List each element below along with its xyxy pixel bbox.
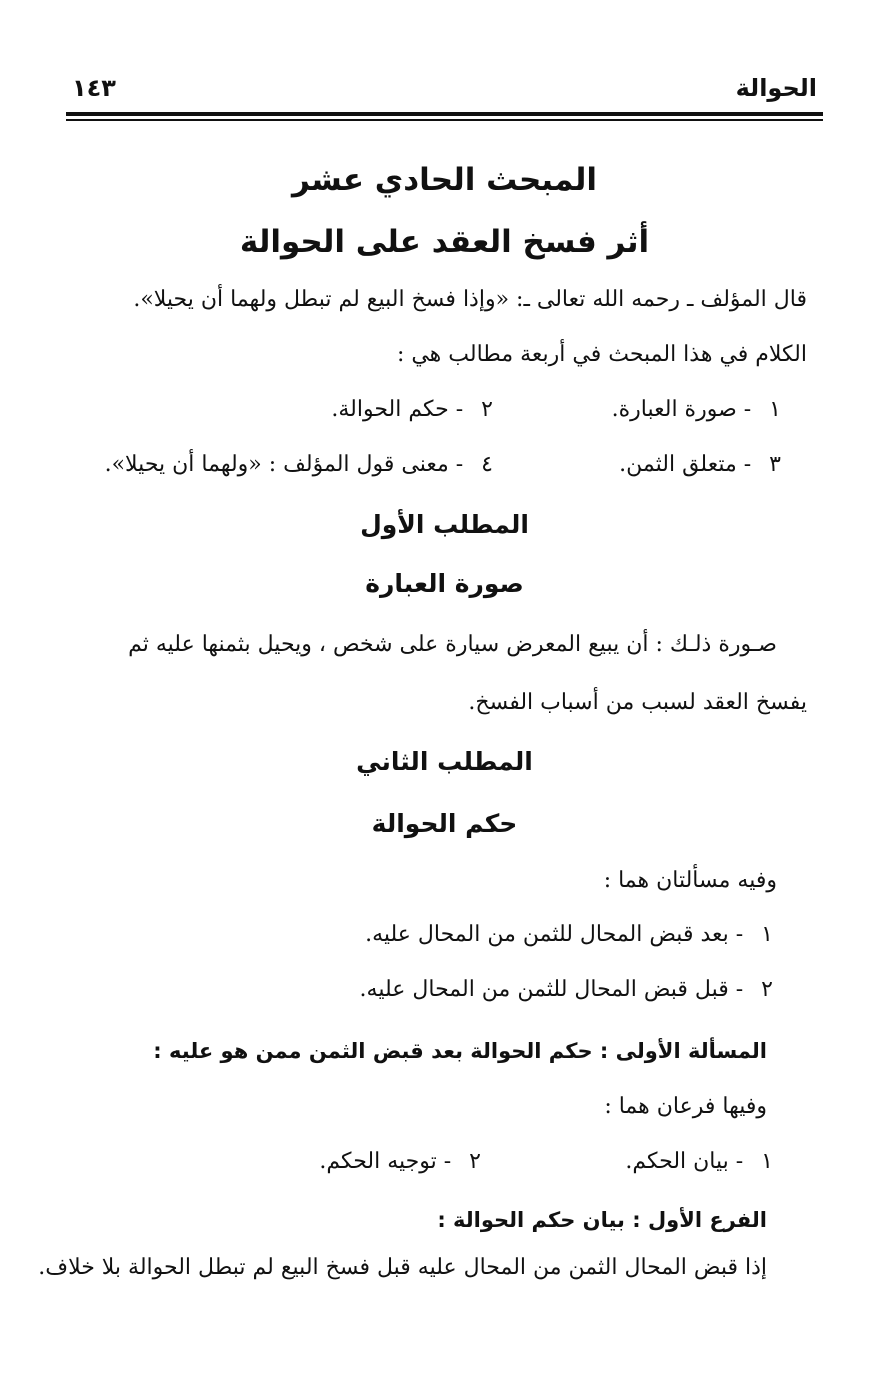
outline-intro: الكلام في هذا المبحث في أربعة مطالب هي : <box>396 342 807 367</box>
outline-item-2-number: ٢ <box>481 397 493 422</box>
outline-item-3-number: ٣ <box>769 452 781 477</box>
header-rule-thin <box>66 119 823 121</box>
issue-item-2-text: - قبل قبض المحال للثمن من المحال عليه. <box>359 977 744 1002</box>
outline-item-2 <box>331 395 493 425</box>
branch-item-2 <box>319 1147 481 1177</box>
branch1-heading: الفرع الأول : بيان حكم الحوالة : <box>437 1208 767 1232</box>
page-number: ١٤٣ <box>72 74 116 102</box>
branch-item-2-number: ٢ <box>469 1149 481 1174</box>
issue1-heading: المسألة الأولى : حكم الحوالة بعد قبض الثمن ممن هو عليه : <box>153 1039 767 1063</box>
author-quote: قال المؤلف ـ رحمه الله تعالى ـ: «وإذا فسخ البيع لم تبطل ولهما أن يحيلا». <box>133 287 807 312</box>
outline-item-4 <box>105 450 493 480</box>
outline-item-4-number: ٤ <box>481 452 493 477</box>
running-title: الحوالة <box>735 74 817 102</box>
page-header <box>66 70 823 106</box>
outline-item-1-number: ١ <box>769 397 781 422</box>
section2-intro: وفيه مسألتان هما : <box>603 868 777 893</box>
section2-title: حكم الحوالة <box>371 809 518 838</box>
section1-paragraph-line1: صـورة ذلـك : أن يبيع المعرض سيارة على شخص ، ويحيل بثمنها عليه ثم <box>128 632 777 657</box>
branch-item-1-text: - بيان الحكم. <box>625 1149 744 1174</box>
outline-item-1 <box>612 395 781 425</box>
chapter-title: أثر فسخ العقد على الحوالة <box>239 224 650 260</box>
branch-item-1-number: ١ <box>761 1149 773 1174</box>
issue-item-1 <box>365 920 773 950</box>
issue1-intro: وفيها فرعان هما : <box>604 1094 767 1119</box>
outline-item-3 <box>619 450 781 480</box>
branch-item-1 <box>625 1147 773 1177</box>
outline-item-3-text: - متعلق الثمن. <box>619 452 752 477</box>
outline-item-2-text: - حكم الحوالة. <box>331 397 464 422</box>
section1-title: صورة العبارة <box>365 569 524 598</box>
issue-item-1-text: - بعد قبض المحال للثمن من المحال عليه. <box>365 922 744 947</box>
branch-item-2-text: - توجيه الحكم. <box>319 1149 452 1174</box>
chapter-heading: المبحث الحادي عشر <box>291 162 598 198</box>
issue-item-2 <box>360 975 773 1005</box>
outline-item-4-text: - معنى قول المؤلف : «ولهما أن يحيلا». <box>104 452 464 477</box>
outline-item-1-text: - صورة العبارة. <box>611 397 752 422</box>
header-rule-thick <box>66 112 823 116</box>
issue-item-2-number: ٢ <box>761 977 773 1002</box>
branch1-text: إذا قبض المحال الثمن من المحال عليه قبل فسخ البيع لم تبطل الحوالة بلا خلاف. <box>38 1255 767 1280</box>
section2-heading: المطلب الثاني <box>356 747 533 776</box>
section1-paragraph-line2: يفسخ العقد لسبب من أسباب الفسخ. <box>468 690 807 715</box>
issue-item-1-number: ١ <box>761 922 773 947</box>
section1-heading: المطلب الأول <box>360 510 529 539</box>
